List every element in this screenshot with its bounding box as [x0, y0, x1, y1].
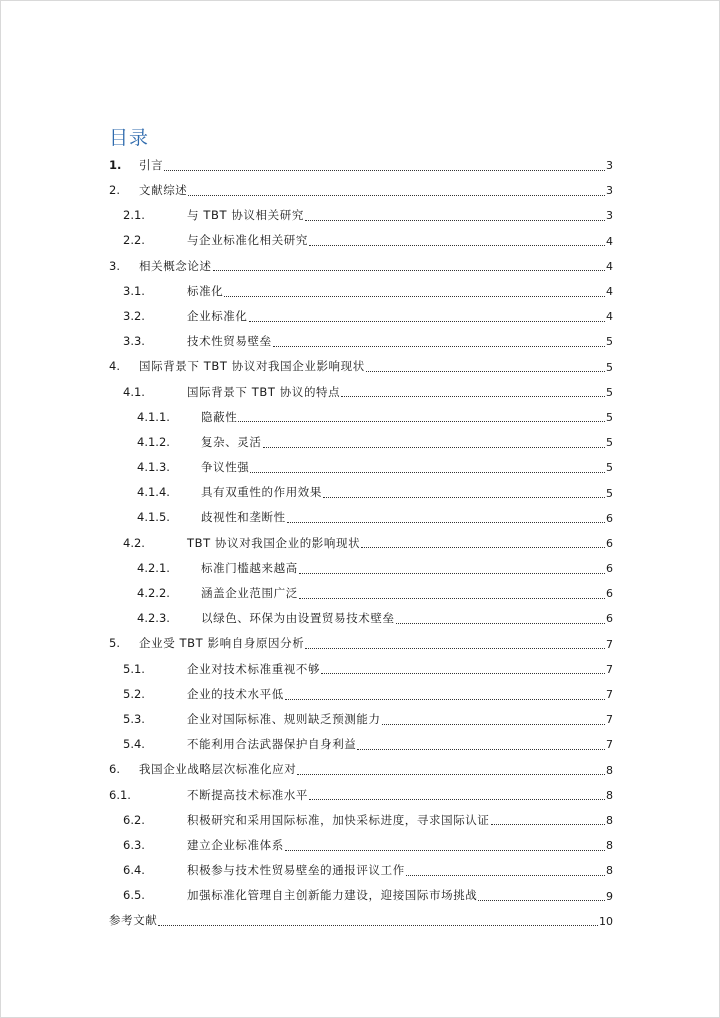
toc-entry-number: 4.2.2.: [137, 586, 170, 601]
toc-dot-leader: [213, 269, 605, 271]
toc-entry[interactable]: [109, 229, 613, 254]
toc-entry-number: 5.2.: [123, 686, 145, 701]
toc-entry-page: 5: [606, 436, 613, 450]
toc-entry-page: 5: [606, 385, 613, 399]
toc-entry-title: 企业对技术标准重视不够: [187, 661, 321, 676]
toc-entry-title: 与 TBT 协议相关研究: [187, 208, 304, 223]
toc-dot-leader: [382, 723, 605, 725]
toc-dot-leader: [188, 194, 605, 196]
toc-entry-page: 6: [606, 511, 613, 525]
toc-entry[interactable]: [109, 682, 613, 707]
toc-entry[interactable]: [109, 783, 613, 808]
toc-entry[interactable]: [109, 480, 613, 505]
toc-entry[interactable]: [109, 153, 613, 178]
toc-entry-page: 3: [606, 184, 613, 198]
toc-entry[interactable]: [109, 279, 613, 304]
toc-entry-number: 4.1.3.: [137, 460, 170, 475]
toc-dot-leader: [263, 446, 606, 448]
toc-entry-number: 1.: [109, 157, 122, 172]
toc-entry-title: 我国企业战略层次标准化应对: [139, 762, 297, 777]
toc-entry-number: 6.3.: [123, 837, 145, 852]
toc-entry[interactable]: [109, 758, 613, 783]
toc-entry-number: 4.2.3.: [137, 611, 170, 626]
toc-entry-title: 标准化: [187, 283, 224, 298]
toc-dot-leader: [361, 546, 605, 548]
toc-entry-title: 文献综述: [139, 183, 188, 198]
toc-entry[interactable]: [109, 304, 613, 329]
toc-dot-leader: [396, 622, 605, 624]
toc-entry-page: 7: [606, 662, 613, 676]
toc-entry[interactable]: [109, 657, 613, 682]
toc-entry-number: 6.1.: [109, 787, 131, 802]
toc-entry[interactable]: [109, 405, 613, 430]
toc-entry-page: 8: [606, 788, 613, 802]
toc-dot-leader: [273, 345, 605, 347]
toc-entry-page: 7: [606, 738, 613, 752]
toc-entry-page: 8: [606, 864, 613, 878]
toc-entry[interactable]: [109, 808, 613, 833]
toc-entry-title: 企业受 TBT 影响自身原因分析: [139, 636, 305, 651]
toc-heading: 目录: [109, 127, 150, 149]
toc-entry-page: 7: [606, 688, 613, 702]
toc-entry-page: 4: [606, 234, 613, 248]
toc-entry[interactable]: [109, 355, 613, 380]
toc-entry-number: 5.: [109, 636, 120, 651]
toc-entry-title: 隐蔽性: [201, 409, 238, 424]
toc-entry[interactable]: [109, 909, 613, 934]
toc-dot-leader: [250, 471, 605, 473]
toc-entry-title: 积极参与技术性贸易壁垒的通报评议工作: [187, 863, 405, 878]
toc-dot-leader: [297, 773, 605, 775]
toc-entry-title: 标准门槛越来越高: [201, 560, 298, 575]
toc-dot-leader: [249, 320, 606, 322]
toc-entry-number: 4.2.1.: [137, 560, 170, 575]
toc-entry-page: 4: [606, 285, 613, 299]
toc-entry-number: 4.1.5.: [137, 510, 170, 525]
toc-entry-page: 9: [606, 889, 613, 903]
toc-entry-title: 与企业标准化相关研究: [187, 233, 308, 248]
toc-entry-page: 4: [606, 310, 613, 324]
toc-entry[interactable]: [109, 606, 613, 631]
toc-dot-leader: [305, 647, 605, 649]
toc-entry-number: 3.1.: [123, 283, 145, 298]
toc-entry-page: 6: [606, 587, 613, 601]
toc-entry-page: 8: [606, 839, 613, 853]
toc-entry-number: 3.: [109, 258, 120, 273]
toc-entry[interactable]: [109, 380, 613, 405]
toc-entry-title: 企业标准化: [187, 308, 248, 323]
toc-entry-page: 3: [606, 159, 613, 173]
toc-entry[interactable]: [109, 833, 613, 858]
toc-dot-leader: [224, 295, 605, 297]
toc-entry-number: 4.1.1.: [137, 409, 170, 424]
toc-dot-leader: [406, 874, 605, 876]
toc-entry-number: 4.: [109, 359, 120, 374]
toc-entry[interactable]: [109, 329, 613, 354]
toc-entry-page: 6: [606, 536, 613, 550]
toc-entry-title: 不断提高技术标准水平: [187, 787, 308, 802]
toc-entry-page: 5: [606, 360, 613, 374]
toc-entry-number: 4.2.: [123, 535, 145, 550]
toc-entry-number: 5.3.: [123, 711, 145, 726]
toc-entry-title: 技术性贸易壁垒: [187, 334, 272, 349]
toc-entry-title: 加强标准化管理自主创新能力建设，迎接国际市场挑战: [187, 888, 478, 903]
toc-entry-page: 5: [606, 486, 613, 500]
toc-dot-leader: [309, 798, 605, 800]
toc-entry[interactable]: [109, 506, 613, 531]
toc-entry-number: 6.2.: [123, 812, 145, 827]
toc-entry-page: 7: [606, 713, 613, 727]
toc-dot-leader: [357, 748, 605, 750]
toc-entry-page: 4: [606, 259, 613, 273]
toc-entry[interactable]: [109, 254, 613, 279]
toc-entry-title: 具有双重性的作用效果: [201, 485, 322, 500]
toc-entry[interactable]: [109, 556, 613, 581]
toc-entry-number: 6.4.: [123, 863, 145, 878]
toc-entry-page: 7: [606, 637, 613, 651]
toc-entry-page: 6: [606, 562, 613, 576]
toc-entry-number: 6.5.: [123, 888, 145, 903]
toc-dot-leader: [491, 823, 606, 825]
toc-entry-title: 积极研究和采用国际标准，加快采标进度，寻求国际认证: [187, 812, 490, 827]
toc-entry-number: 5.1.: [123, 661, 145, 676]
toc-entry-page: 8: [606, 763, 613, 777]
toc-entry-title: 参考文献: [109, 913, 158, 928]
toc-dot-leader: [321, 672, 605, 674]
toc-entry-number: 2.1.: [123, 208, 145, 223]
toc-dot-leader: [309, 244, 605, 246]
toc-dot-leader: [366, 370, 605, 372]
toc-entry-number: 4.1.2.: [137, 434, 170, 449]
toc-entry-page: 6: [606, 612, 613, 626]
toc-entry[interactable]: [109, 455, 613, 480]
toc-entry-title: TBT 协议对我国企业的影响现状: [187, 535, 361, 550]
toc-entry-title: 建立企业标准体系: [187, 837, 284, 852]
toc-dot-leader: [164, 169, 605, 171]
toc-entry-title: 争议性强: [201, 460, 250, 475]
toc-entry-title: 企业对国际标准、规则缺乏预测能力: [187, 711, 381, 726]
toc-entry-title: 不能利用合法武器保护自身利益: [187, 737, 357, 752]
toc-entry-page: 5: [606, 335, 613, 349]
toc-entry-title: 复杂、灵活: [201, 434, 262, 449]
toc-entry[interactable]: [109, 178, 613, 203]
toc-entry-page: 3: [606, 209, 613, 223]
toc-entry-number: 3.2.: [123, 308, 145, 323]
toc-dot-leader: [323, 496, 605, 498]
toc-dot-leader: [238, 420, 605, 422]
toc-entry-number: 2.: [109, 183, 120, 198]
toc-entry-page: 5: [606, 410, 613, 424]
toc-dot-leader: [341, 395, 605, 397]
toc-entry-number: 3.3.: [123, 334, 145, 349]
toc-dot-leader: [285, 849, 605, 851]
toc-dot-leader: [299, 597, 605, 599]
toc-entry-title: 引言: [139, 157, 164, 172]
toc-entry[interactable]: [109, 632, 613, 657]
toc-dot-leader: [299, 572, 605, 574]
toc-entry-number: 4.1.4.: [137, 485, 170, 500]
toc-entry-title: 涵盖企业范围广泛: [201, 586, 298, 601]
toc-entry-number: 6.: [109, 762, 120, 777]
toc-dot-leader: [478, 899, 605, 901]
toc-entry[interactable]: [109, 707, 613, 732]
toc-dot-leader: [287, 521, 605, 523]
toc-entry-page: 5: [606, 461, 613, 475]
toc-entry-title: 国际背景下 TBT 协议对我国企业影响现状: [139, 359, 365, 374]
toc-dot-leader: [285, 698, 605, 700]
toc-dot-leader: [305, 219, 605, 221]
toc-entry[interactable]: [109, 531, 613, 556]
toc-entry-title: 歧视性和垄断性: [201, 510, 286, 525]
toc-entry-title: 国际背景下 TBT 协议的特点: [187, 384, 341, 399]
toc-entry-number: 2.2.: [123, 233, 145, 248]
toc-entry[interactable]: [109, 883, 613, 908]
toc-entry[interactable]: [109, 203, 613, 228]
toc-entry[interactable]: [109, 858, 613, 883]
toc-entry-title: 以绿色、环保为由设置贸易技术壁垒: [201, 611, 395, 626]
table-of-contents: [109, 153, 613, 934]
toc-dot-leader: [158, 924, 598, 926]
toc-entry-page: 10: [599, 914, 613, 928]
toc-entry[interactable]: [109, 732, 613, 757]
toc-entry[interactable]: [109, 430, 613, 455]
toc-entry-title: 企业的技术水平低: [187, 686, 284, 701]
toc-entry-title: 相关概念论述: [139, 258, 212, 273]
toc-entry[interactable]: [109, 581, 613, 606]
toc-entry-number: 5.4.: [123, 737, 145, 752]
toc-entry-page: 8: [606, 813, 613, 827]
toc-entry-number: 4.1.: [123, 384, 145, 399]
